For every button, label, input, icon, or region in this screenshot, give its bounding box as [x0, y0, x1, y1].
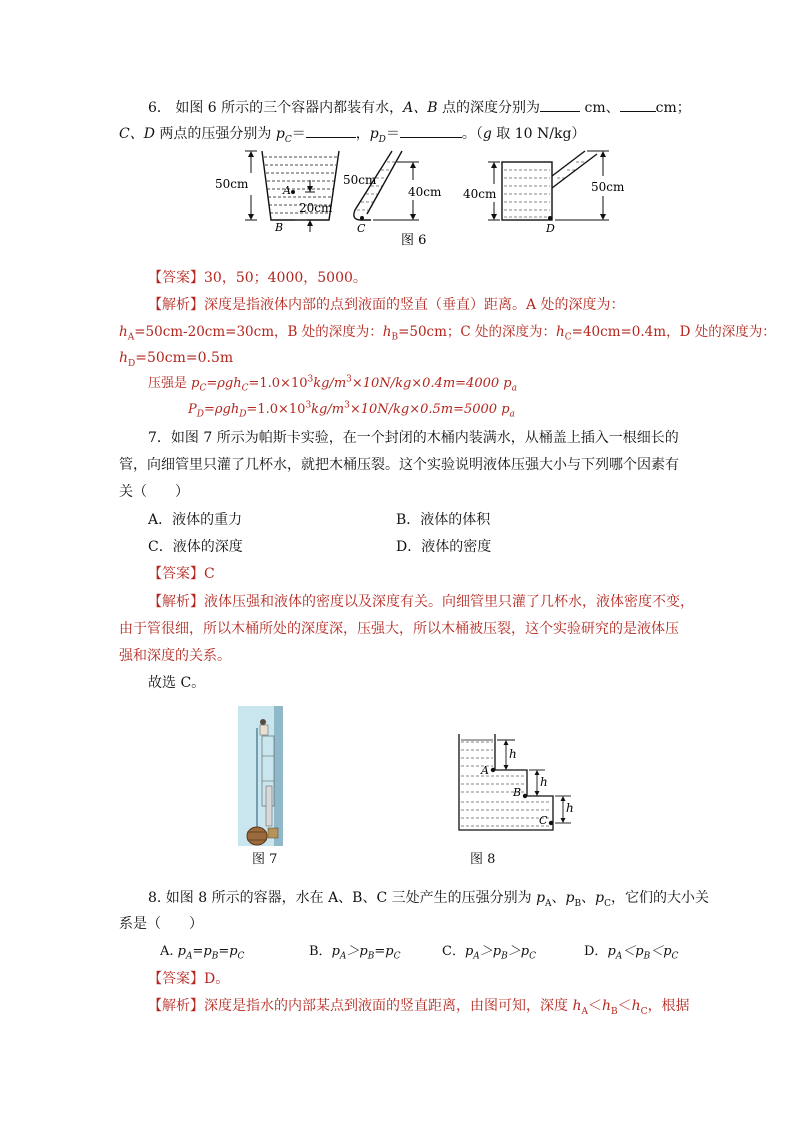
answer-text: 30，50；4000，5000。 — [204, 270, 367, 286]
exponent: 3 — [346, 374, 352, 385]
var-sub: D — [196, 409, 204, 420]
q6-text: ＝ — [385, 126, 400, 142]
q8-line-1 — [148, 888, 709, 908]
var-p: p — [595, 890, 605, 906]
var-h: h — [119, 350, 129, 366]
q6-text: 取 10 N/kg） — [491, 126, 586, 142]
formula-text: ×10N/kg×0.4m=4000 p — [351, 376, 512, 391]
label-d: D — [546, 222, 555, 235]
q7-answer — [148, 564, 215, 584]
q6-text: cm、 — [580, 100, 620, 116]
formula-text: =1.0×10 — [248, 376, 308, 391]
figure-6-caption: 图 6 — [401, 233, 427, 248]
option-label: A. — [160, 944, 178, 959]
q6-text: 。（ — [461, 126, 483, 142]
option-formula: $p_A>p_B=p_C$ — [331, 944, 401, 962]
q8-answer — [148, 969, 229, 989]
q6-pressure-line-2 — [188, 400, 515, 420]
q8-text: 、 — [551, 890, 566, 906]
option-formula: $p_A<p_B<p_C$ — [607, 944, 679, 962]
q6-points-cd: C、D — [119, 126, 155, 142]
option-formula: $p_A>p_B>p_C$ — [464, 944, 536, 962]
q6-pc-sub: C — [284, 134, 292, 145]
q6-line-1 — [148, 97, 691, 118]
var-p: p — [565, 890, 575, 906]
analysis-text: =50cm-20cm=30cm，B 处的深度为： — [134, 324, 383, 340]
analysis-tag: 【解析】 — [148, 297, 204, 313]
q7-analysis-line-3: 强和深度的关系。 — [119, 648, 231, 664]
var-p: P — [188, 402, 197, 417]
figure-8 — [455, 730, 585, 834]
q6-pc: p — [275, 126, 285, 142]
formula-text: =ρgh — [206, 376, 242, 391]
figure-6 — [205, 148, 625, 248]
option-label: C． — [442, 944, 465, 959]
q7-analysis-line-2: 由于管很细，所以木桶所处的深度深，压强大，所以木桶被压裂，这个实验研究的是液体压 — [119, 621, 679, 637]
var-p: p — [536, 890, 546, 906]
var-sub: C — [604, 898, 611, 909]
q6-text: cm； — [655, 100, 691, 116]
q8-option-b[interactable] — [309, 942, 400, 962]
q6-analysis-line-2 — [119, 322, 776, 342]
answer-blank[interactable] — [540, 97, 580, 112]
analysis-tag: 【解析】 — [148, 998, 204, 1014]
analysis-text: 液体压强和液体的密度以及深度有关。向细管里只灌了几杯水，液体密度不变， — [204, 594, 694, 610]
fig8-label-h1: h — [509, 747, 517, 761]
option-formula: $p_A=p_B=p_C$ — [177, 944, 245, 962]
q8-option-d[interactable] — [584, 942, 678, 962]
analysis-tag: 【解析】 — [148, 594, 204, 610]
label-a: A — [283, 184, 291, 197]
q6-text: 点的深度分别为 — [437, 100, 541, 116]
fig8-label-c: C — [539, 814, 548, 827]
analysis-text: ＜ — [587, 998, 602, 1014]
var-h: h — [382, 324, 392, 340]
var-sub: C — [564, 332, 572, 343]
label-40cm-right: 40cm — [463, 187, 497, 201]
q6-analysis-line-3 — [119, 348, 233, 368]
analysis-text: ，根据 — [647, 998, 690, 1014]
q8-option-c[interactable] — [442, 942, 536, 962]
var-sub: a — [511, 383, 517, 394]
analysis-text: 压强是 — [148, 376, 192, 391]
answer-text: D。 — [204, 971, 230, 987]
answer-blank[interactable] — [620, 97, 656, 112]
formula-text: kg/m — [311, 402, 345, 417]
option-label: B． — [309, 944, 332, 959]
var-sub: D — [239, 409, 247, 420]
q8-text: ，它们的大小关 — [611, 890, 709, 906]
q6-text: ＝ — [291, 126, 306, 142]
var-sub: A — [581, 1006, 588, 1017]
var-sub: C — [241, 383, 249, 394]
fig8-label-h2: h — [540, 775, 548, 789]
var-sub: a — [509, 409, 515, 420]
option-label: D． — [584, 944, 608, 959]
q6-g: g — [482, 126, 492, 142]
q7-line-2: 管，向细管里只灌了几杯水，就把木桶压裂。这个实验说明液体压强大小与下列哪个因素有 — [119, 457, 679, 473]
var-h: h — [631, 998, 641, 1014]
formula-text: =ρgh — [203, 402, 240, 417]
q6-pd: p — [369, 126, 379, 142]
answer-blank[interactable] — [306, 123, 356, 138]
q6-text: ， — [355, 126, 370, 142]
analysis-text: =40cm=0.4m，D 处的深度为： — [571, 324, 776, 340]
analysis-text: ＜ — [617, 998, 632, 1014]
var-h: h — [556, 324, 565, 340]
exponent: 3 — [344, 400, 350, 411]
q7-option-d[interactable]: D．液体的密度 — [396, 539, 492, 555]
var-sub: D — [128, 358, 136, 369]
q7-option-b[interactable]: B．液体的体积 — [396, 512, 491, 528]
var-sub: C — [199, 383, 207, 394]
var-sub: A — [127, 332, 135, 343]
figure-7-caption: 图 7 — [252, 852, 278, 867]
exponent: 3 — [307, 374, 314, 385]
label-b: B — [275, 221, 284, 234]
formula-text: kg/m — [313, 376, 347, 391]
label-40cm-mid: 40cm — [408, 185, 442, 199]
q8-analysis-line-1 — [148, 996, 690, 1016]
q6-line-2 — [119, 123, 585, 144]
q6-text: 两点的压强分别为 — [154, 126, 276, 142]
label-50cm-mid: 50cm — [343, 173, 377, 187]
q6-answer — [148, 268, 367, 288]
fig8-label-h3: h — [566, 801, 574, 815]
analysis-text: 深度是指液体内部的点到液面的竖直（垂直）距离。A 处的深度为： — [204, 297, 625, 313]
figure-8-caption: 图 8 — [470, 852, 496, 867]
var-sub: C — [640, 1006, 648, 1017]
formula-text: ×10N/kg×0.5m=5000 p — [349, 402, 510, 417]
var-sub: B — [574, 898, 582, 909]
q7-line-3: 关（ ） — [119, 484, 189, 500]
q6-analysis-line-1 — [148, 295, 625, 315]
q8-text: 8. 如图 8 所示的容器，水在 A、B、C 三处产生的压强分别为 — [148, 890, 537, 906]
q6-text: 6． 如图 6 所示的三个容器内都装有水， — [148, 100, 404, 116]
var-sub: B — [391, 332, 399, 343]
label-50cm-right: 50cm — [591, 180, 625, 194]
fig8-label-a: A — [481, 764, 489, 777]
answer-tag: 【答案】 — [148, 971, 204, 987]
var-h: h — [572, 998, 582, 1014]
q6-points-ab: A、B — [403, 100, 438, 116]
figure-7-illustration — [238, 706, 283, 846]
q6-pressure-line-1 — [148, 374, 517, 394]
q6-pd-sub: D — [378, 134, 386, 145]
answer-text: C — [204, 566, 215, 582]
var-sub: B — [611, 1006, 618, 1017]
analysis-text: =50cm；C 处的深度为： — [398, 324, 557, 340]
label-c: C — [357, 222, 366, 235]
answer-tag: 【答案】 — [148, 270, 204, 286]
answer-blank[interactable] — [400, 123, 462, 138]
analysis-text: 深度是指水的内部某点到液面的竖直距离，由图可知，深度 — [204, 998, 573, 1014]
answer-tag: 【答案】 — [148, 566, 204, 582]
q7-line-1: 7．如图 7 所示为帕斯卡实验，在一个封闭的木桶内装满水，从桶盖上插入一根细长的 — [148, 430, 679, 446]
q8-text: 、 — [581, 890, 596, 906]
formula-text: =1.0×10 — [246, 402, 306, 417]
q8-option-a[interactable] — [160, 942, 244, 962]
label-20cm: 20cm — [299, 201, 333, 215]
q7-conclusion: 故选 C。 — [148, 675, 206, 691]
q7-option-a[interactable]: A．液体的重力 — [148, 512, 243, 528]
q7-analysis-line-1 — [148, 592, 694, 612]
q8-line-2: 系是（ ） — [119, 916, 203, 932]
analysis-text: =50cm=0.5m — [135, 350, 234, 366]
var-sub: A — [545, 898, 552, 909]
q7-option-c[interactable]: C．液体的深度 — [148, 539, 243, 555]
var-h: h — [601, 998, 612, 1014]
label-50cm-left: 50cm — [215, 177, 249, 191]
var-p: p — [191, 376, 200, 391]
var-h: h — [119, 324, 128, 340]
exponent: 3 — [305, 400, 312, 411]
fig8-label-b: B — [513, 786, 522, 799]
